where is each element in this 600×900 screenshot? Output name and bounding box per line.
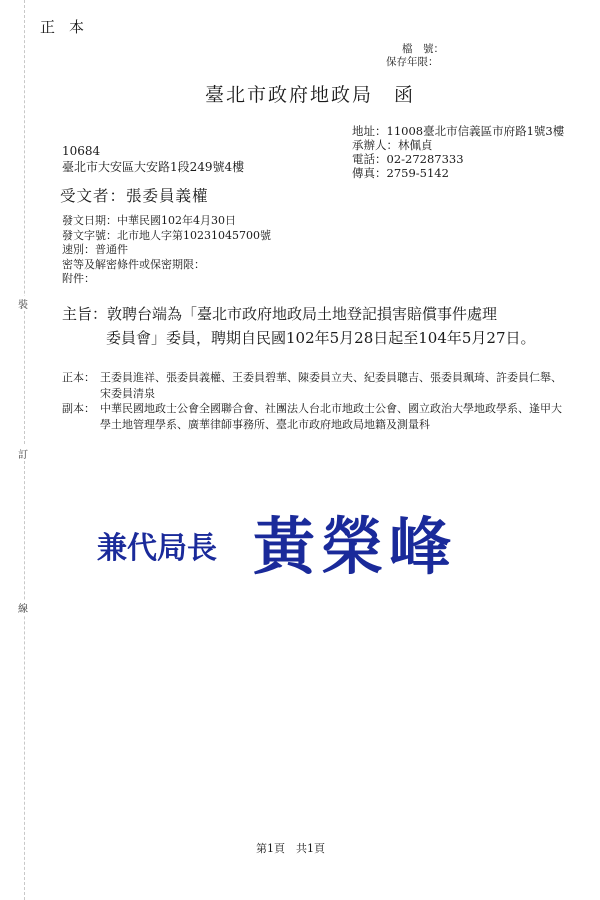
- contact-phone: 電話：02-27287333: [352, 152, 464, 166]
- contact-handler: 承辦人：林佩貞: [352, 138, 433, 152]
- cc-copy-label: 副本：: [62, 402, 95, 415]
- retention-label: 保存年限：: [386, 56, 439, 68]
- binding-mark-zhuang: 裝: [18, 296, 28, 311]
- signature-title: 兼代局長: [97, 531, 217, 566]
- signature-stamp: [95, 498, 525, 588]
- copy-type-label: 正本: [40, 18, 99, 36]
- binding-mark-ding: 訂: [18, 446, 28, 461]
- recipient-address: 臺北市大安區大安路1段249號4樓: [62, 160, 245, 174]
- document-number: 發文字號：北市地人字第10231045700號: [62, 228, 271, 242]
- cc-copy-list: 中華民國地政士公會全國聯合會、社團法人台北市地政士公會、國立政治大學地政學系、逢甲大學土地管理學系、廣華律師事務所、臺北市政府地政局地籍及測量科: [100, 402, 562, 431]
- contact-fax: 傳真：2759-5142: [352, 166, 449, 180]
- subject-line-2: 委員會」委員，聘期自民國102年5月28日起至104年5月27日。: [106, 329, 536, 347]
- main-copy-row: [62, 370, 572, 401]
- recipient-postcode: 10684: [62, 144, 101, 158]
- cc-copy-row: [62, 401, 572, 432]
- signature-svg: [95, 498, 525, 588]
- subject-line-1: 主旨：敦聘台端為「臺北市政府地政局土地登記損害賠償事件處理: [62, 305, 498, 323]
- secrecy-level: 密等及解密條件或保密期限：: [62, 257, 205, 271]
- document-meta: [62, 214, 271, 287]
- main-copy-list: 王委員進祥、張委員義權、王委員碧華、陳委員立夫、紀委員聰吉、張委員珮琦、許委員仁舉、宋委員清泉: [100, 371, 562, 400]
- contact-block: [352, 124, 564, 180]
- issue-date: 發文日期：中華民國102年4月30日: [62, 214, 236, 227]
- binding-mark-xian: 線: [18, 600, 28, 615]
- file-number-label: 檔 號：: [402, 43, 444, 55]
- attachment: 附件：: [62, 272, 95, 285]
- subject-block: [62, 302, 562, 350]
- delivery-speed: 速別：普通件: [62, 243, 128, 256]
- page-footer: 第1頁 共1頁: [256, 842, 325, 855]
- document-title: 臺北市政府地政局 函: [205, 84, 416, 106]
- recipient-name: 受文者：張委員義權: [60, 187, 209, 205]
- main-copy-label: 正本：: [62, 371, 95, 384]
- distribution-block: [62, 370, 572, 432]
- signature-name: 黃榮峰: [253, 510, 458, 583]
- contact-address: 地址：11008臺北市信義區市府路1號3樓: [352, 124, 565, 138]
